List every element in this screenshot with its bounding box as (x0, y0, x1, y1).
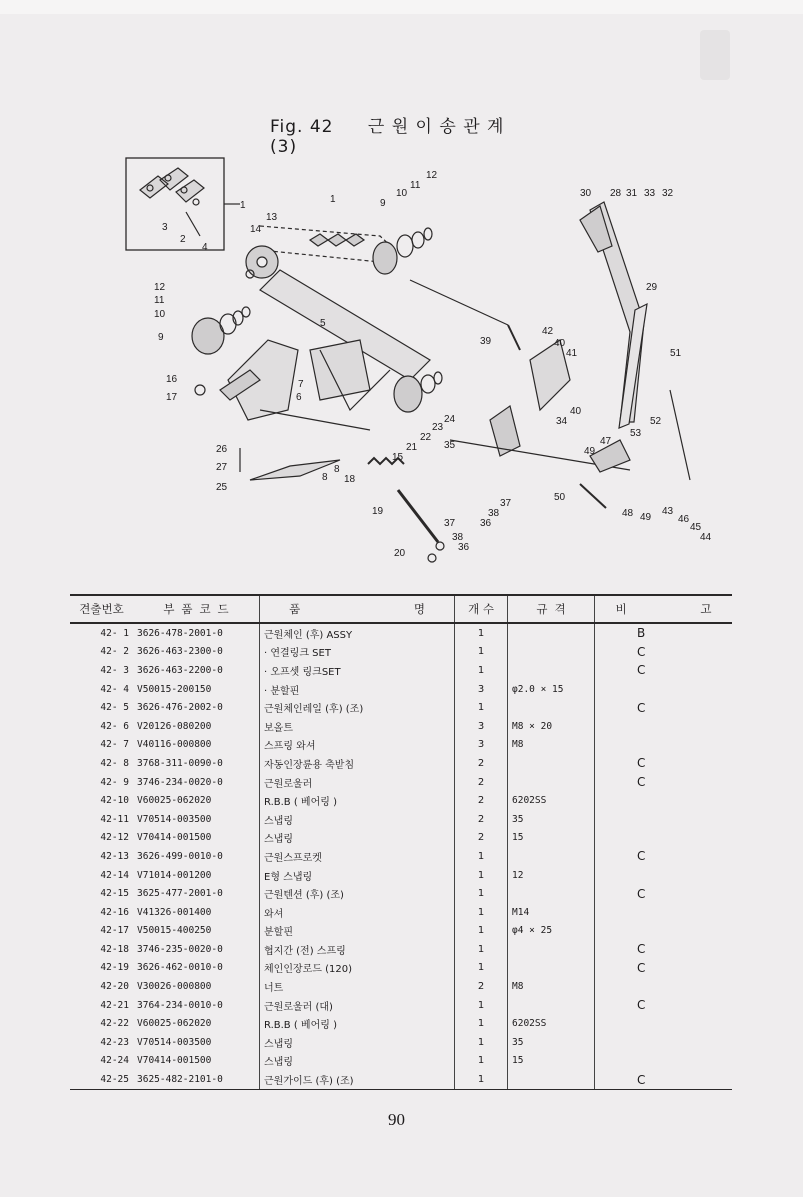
parts-table-body (70, 623, 732, 1089)
part-name-cell: 분할핀 (260, 922, 455, 941)
part-code-cell: V71014-001200 (137, 869, 212, 881)
table-row (70, 791, 732, 810)
table-row (70, 754, 732, 773)
spec-cell (508, 773, 595, 792)
header-remarks-2: 고 (700, 602, 712, 616)
part-name-cell: 협지간 (전) 스프링 (260, 940, 455, 959)
header-index-no: 견출번호 (70, 595, 133, 623)
part-code-cell: 3746-235-0020-0 (137, 943, 223, 955)
table-row (70, 810, 732, 829)
spec-cell (508, 959, 595, 978)
svg-text:27: 27 (216, 462, 228, 473)
svg-text:25: 25 (216, 482, 228, 493)
part-name-cell: · 연결링크 SET (260, 643, 455, 662)
quantity-cell: 1 (455, 922, 508, 941)
spec-cell (508, 940, 595, 959)
index-no-cell: 42- 9 (100, 776, 129, 788)
index-no-cell: 42-13 (100, 850, 129, 862)
index-no-cell: 42- 5 (100, 702, 129, 714)
sprocket (246, 246, 278, 278)
page-top-edge (0, 0, 803, 14)
svg-text:21: 21 (406, 442, 418, 453)
spec-cell (508, 996, 595, 1015)
part-code-cell: V70414-001500 (137, 1055, 212, 1067)
svg-text:36: 36 (458, 542, 470, 553)
svg-text:43: 43 (662, 506, 674, 517)
svg-text:38: 38 (488, 508, 500, 519)
svg-text:37: 37 (444, 518, 456, 529)
part-name-cell: 근원스프로켓 (260, 847, 455, 866)
index-no-cell: 42-20 (100, 981, 129, 993)
spec-cell: M8 × 20 (512, 720, 553, 732)
part-name-cell: 스냅링 (260, 1033, 455, 1052)
svg-text:26: 26 (216, 444, 228, 455)
index-no-cell: 42-19 (100, 962, 129, 974)
spec-cell (508, 643, 595, 662)
table-row (70, 717, 732, 736)
quantity-cell: 2 (455, 829, 508, 848)
svg-text:13: 13 (266, 212, 278, 223)
part-code-cell: 3626-476-2002-0 (137, 702, 223, 714)
index-no-cell: 42-21 (100, 999, 129, 1011)
chain-link-detail (140, 168, 204, 236)
table-row (70, 623, 732, 643)
svg-text:19: 19 (372, 506, 384, 517)
svg-text:20: 20 (394, 548, 406, 559)
remarks-cell: C (595, 698, 733, 717)
index-no-cell: 42-15 (100, 888, 129, 900)
part-name-cell: E형 스냅링 (260, 866, 455, 885)
remarks-cell: C (595, 884, 733, 903)
scan-smudge (700, 30, 730, 80)
table-row (70, 847, 732, 866)
index-no-cell: 42-17 (100, 925, 129, 937)
svg-text:24: 24 (444, 414, 456, 425)
remarks-cell (595, 1052, 733, 1071)
part-code-cell: 3625-482-2101-0 (133, 1070, 260, 1089)
index-no-cell: 42- 6 (100, 720, 129, 732)
svg-text:46: 46 (678, 514, 690, 525)
table-row (70, 959, 732, 978)
table-row (70, 643, 732, 662)
table-row (70, 1052, 732, 1071)
spec-cell: M8 (512, 981, 524, 993)
remarks-cell: C (595, 847, 733, 866)
part-code-cell: V20126-080200 (137, 720, 212, 732)
table-row (70, 829, 732, 848)
svg-text:8: 8 (322, 472, 328, 483)
part-code-cell: V60025-062020 (137, 795, 212, 807)
remarks-cell (595, 977, 733, 996)
spec-cell: M14 (512, 906, 530, 918)
table-row (70, 996, 732, 1015)
remarks-cell (595, 903, 733, 922)
index-no-cell: 42-11 (100, 813, 129, 825)
spec-cell (508, 884, 595, 903)
left-roller-set (192, 307, 250, 354)
table-row (70, 1014, 732, 1033)
part-code-cell: 3626-499-0010-0 (137, 850, 223, 862)
spec-cell: φ4 × 25 (512, 925, 553, 937)
index-no-cell: 42-23 (100, 1036, 129, 1048)
svg-text:7: 7 (298, 379, 304, 390)
svg-text:52: 52 (650, 416, 662, 427)
part-name-cell: 스냅링 (260, 829, 455, 848)
remarks-cell (595, 1033, 733, 1052)
svg-text:33: 33 (644, 188, 656, 199)
table-row (70, 736, 732, 755)
spec-cell (508, 754, 595, 773)
svg-text:49: 49 (584, 446, 596, 457)
quantity-cell: 2 (455, 754, 508, 773)
svg-text:18: 18 (344, 474, 356, 485)
quantity-cell: 1 (455, 643, 508, 662)
svg-text:42: 42 (542, 326, 554, 337)
part-code-cell: V30026-000800 (137, 981, 212, 993)
part-code-cell: V41326-001400 (137, 906, 212, 918)
remarks-cell: C (595, 1070, 733, 1089)
spec-cell: 12 (512, 869, 524, 881)
part-code-cell: V70514-003500 (137, 813, 212, 825)
index-no-cell: 42-25 (70, 1070, 133, 1089)
svg-text:23: 23 (432, 422, 444, 433)
svg-text:28: 28 (610, 188, 622, 199)
table-row (70, 661, 732, 680)
quantity-cell: 1 (455, 847, 508, 866)
exploded-parts-diagram (110, 150, 720, 580)
table-row (70, 1070, 732, 1089)
svg-text:9: 9 (158, 332, 164, 343)
table-row (70, 698, 732, 717)
index-no-cell: 42- 7 (100, 739, 129, 751)
spec-cell: 6202SS (512, 795, 547, 807)
remarks-cell: C (595, 773, 733, 792)
part-code-cell: V50015-200150 (137, 683, 212, 695)
remarks-cell (595, 829, 733, 848)
part-code-cell: 3746-234-0020-0 (137, 776, 223, 788)
part-name-cell: 체인인장로드 (120) (260, 959, 455, 978)
part-name-cell: · 오프셋 링크SET (260, 661, 455, 680)
remarks-cell: B (595, 623, 733, 643)
header-spec: 규 격 (508, 595, 595, 623)
quantity-cell: 1 (455, 884, 508, 903)
index-no-cell: 42-16 (100, 906, 129, 918)
remarks-cell: C (595, 940, 733, 959)
svg-text:48: 48 (622, 508, 634, 519)
index-no-cell: 42-24 (100, 1055, 129, 1067)
spec-cell (508, 847, 595, 866)
spec-cell (508, 698, 595, 717)
quantity-cell: 2 (455, 791, 508, 810)
quantity-cell: 1 (455, 661, 508, 680)
index-no-cell: 42- 3 (100, 664, 129, 676)
header-part-name-2: 명 (413, 602, 425, 616)
table-row (70, 773, 732, 792)
upper-roller-set (373, 228, 432, 274)
svg-text:10: 10 (154, 309, 166, 320)
part-code-cell: 3764-234-0010-0 (137, 999, 223, 1011)
svg-text:9: 9 (380, 198, 386, 209)
svg-text:15: 15 (392, 452, 404, 463)
index-no-cell: 42-18 (100, 943, 129, 955)
pedal-lever (580, 202, 647, 428)
part-name-cell: 너트 (260, 977, 455, 996)
svg-text:40: 40 (570, 406, 582, 417)
remarks-cell (595, 866, 733, 885)
remarks-cell (595, 1014, 733, 1033)
header-remarks-1: 비 (615, 602, 627, 616)
svg-text:22: 22 (420, 432, 432, 443)
quantity-cell: 1 (455, 1052, 508, 1071)
part-name-cell: 보올트 (260, 717, 455, 736)
svg-text:4: 4 (202, 242, 208, 253)
part-name-cell: 근원체인 (후) ASSY (260, 623, 455, 643)
header-part-code: 부 품 코 드 (133, 595, 260, 623)
svg-text:30: 30 (580, 188, 592, 199)
spec-cell (508, 623, 595, 643)
quantity-cell: 1 (455, 866, 508, 885)
quantity-cell: 3 (455, 736, 508, 755)
remarks-cell: C (595, 661, 733, 680)
svg-text:35: 35 (444, 440, 456, 451)
svg-text:12: 12 (426, 170, 438, 181)
svg-text:44: 44 (700, 532, 712, 543)
quantity-cell: 1 (455, 1014, 508, 1033)
part-code-cell: 3626-462-0010-0 (137, 962, 223, 974)
quantity-cell: 2 (455, 810, 508, 829)
svg-text:31: 31 (626, 188, 638, 199)
quantity-cell: 1 (455, 698, 508, 717)
part-code-cell: 3625-477-2001-0 (137, 888, 223, 900)
index-no-cell: 42- 2 (100, 646, 129, 658)
part-code-cell: 3626-463-2200-0 (137, 664, 223, 676)
quantity-cell: 1 (455, 996, 508, 1015)
index-no-cell: 42- 8 (100, 757, 129, 769)
svg-text:12: 12 (154, 282, 166, 293)
table-row (70, 940, 732, 959)
svg-text:2: 2 (180, 234, 186, 245)
svg-text:39: 39 (480, 336, 492, 347)
table-row (70, 977, 732, 996)
link-rod (410, 280, 690, 508)
quantity-cell: 1 (455, 623, 508, 643)
remarks-cell: C (595, 643, 733, 662)
spec-cell: 15 (512, 832, 524, 844)
part-name-cell: 스냅링 (260, 1052, 455, 1071)
figure-name: 근 원 이 송 관 계 (367, 117, 505, 137)
remarks-cell (595, 791, 733, 810)
remarks-cell: C (595, 996, 733, 1015)
quantity-cell: 1 (455, 1033, 508, 1052)
svg-text:53: 53 (630, 428, 642, 439)
spec-cell: 35 (512, 1036, 524, 1048)
table-row (70, 1033, 732, 1052)
svg-text:11: 11 (410, 180, 421, 191)
spec-cell (508, 661, 595, 680)
svg-text:11: 11 (154, 295, 165, 306)
svg-text:6: 6 (296, 392, 302, 403)
table-row (70, 680, 732, 699)
spec-cell: 35 (512, 813, 524, 825)
part-name-cell: 근원로울러 (대) (260, 996, 455, 1015)
svg-text:37: 37 (500, 498, 512, 509)
svg-text:50: 50 (554, 492, 566, 503)
header-remarks (595, 595, 733, 623)
part-name-cell: 근원텐션 (후) (조) (260, 884, 455, 903)
quantity-cell: 1 (455, 1070, 508, 1089)
part-code-cell: V70514-003500 (137, 1036, 212, 1048)
part-name-cell: R.B.B ( 베어링 ) (260, 1014, 455, 1033)
svg-text:45: 45 (690, 522, 702, 533)
quantity-cell: 3 (455, 680, 508, 699)
quantity-cell: 2 (455, 773, 508, 792)
parts-list-table (70, 594, 732, 1090)
part-code-cell: V70414-001500 (137, 832, 212, 844)
svg-text:29: 29 (646, 282, 658, 293)
part-name-cell: 자동인장륜용 축받침 (260, 754, 455, 773)
figure-part: (3) (270, 137, 298, 157)
index-no-cell: 42- 4 (100, 683, 129, 695)
part-name-cell: 근원체인레일 (후) (조) (260, 698, 455, 717)
spec-cell: 6202SS (512, 1018, 547, 1030)
part-code-cell: V40116-000800 (137, 739, 212, 751)
header-part-name (260, 595, 455, 623)
quantity-cell: 1 (455, 959, 508, 978)
header-part-name-1: 품 (289, 602, 301, 616)
svg-text:51: 51 (670, 348, 682, 359)
spec-cell: 15 (512, 1055, 524, 1067)
remarks-cell (595, 736, 733, 755)
svg-text:36: 36 (480, 518, 492, 529)
page-number: 90 (388, 1110, 405, 1129)
large-roller (394, 372, 442, 412)
table-row (70, 922, 732, 941)
svg-text:1: 1 (330, 194, 336, 205)
remarks-cell (595, 680, 733, 699)
svg-text:38: 38 (452, 532, 464, 543)
part-name-cell: 스프링 와셔 (260, 736, 455, 755)
quantity-cell: 1 (455, 903, 508, 922)
svg-text:3: 3 (162, 222, 168, 233)
remarks-cell (595, 922, 733, 941)
svg-text:34: 34 (556, 416, 568, 427)
svg-text:8: 8 (334, 464, 340, 475)
remarks-cell: C (595, 754, 733, 773)
svg-text:40: 40 (554, 338, 566, 349)
header-quantity: 개 수 (455, 595, 508, 623)
index-no-cell: 42- 1 (100, 627, 129, 639)
part-name-cell: R.B.B ( 베어링 ) (260, 791, 455, 810)
index-no-cell: 42-10 (100, 795, 129, 807)
index-no-cell: 42-12 (100, 832, 129, 844)
part-code-cell: V50015-400250 (137, 925, 212, 937)
remarks-cell (595, 810, 733, 829)
svg-text:17: 17 (166, 392, 178, 403)
spec-cell: φ2.0 × 15 (512, 683, 564, 695)
part-name-cell: 스냅링 (260, 810, 455, 829)
svg-text:47: 47 (600, 436, 612, 447)
svg-text:14: 14 (250, 224, 262, 235)
part-name-cell: 근원로울러 (260, 773, 455, 792)
spec-cell: M8 (512, 739, 524, 751)
figure-title (270, 112, 570, 157)
part-code-cell: V60025-062020 (137, 1018, 212, 1030)
quantity-cell: 2 (455, 977, 508, 996)
spec-cell (508, 1070, 595, 1089)
index-no-cell: 42-22 (100, 1018, 129, 1030)
quantity-cell: 1 (455, 940, 508, 959)
quantity-cell: 3 (455, 717, 508, 736)
svg-text:10: 10 (396, 188, 408, 199)
svg-text:16: 16 (166, 374, 178, 385)
table-row (70, 884, 732, 903)
svg-text:5: 5 (320, 318, 326, 329)
remarks-cell (595, 717, 733, 736)
table-header-row (70, 595, 732, 623)
svg-text:1: 1 (240, 200, 246, 211)
svg-text:32: 32 (662, 188, 674, 199)
figure-label: Fig. 42 (270, 117, 334, 137)
part-code-cell: 3626-478-2001-0 (137, 627, 223, 639)
table-row (70, 903, 732, 922)
part-name-cell: 와셔 (260, 903, 455, 922)
index-no-cell: 42-14 (100, 869, 129, 881)
part-name-cell: · 분할핀 (260, 680, 455, 699)
svg-text:49: 49 (640, 512, 652, 523)
table-row (70, 866, 732, 885)
part-code-cell: 3768-311-0090-0 (137, 757, 223, 769)
svg-text:41: 41 (566, 348, 578, 359)
remarks-cell: C (595, 959, 733, 978)
part-name-cell: 근원가이드 (후) (조) (260, 1070, 455, 1089)
part-code-cell: 3626-463-2300-0 (137, 646, 223, 658)
